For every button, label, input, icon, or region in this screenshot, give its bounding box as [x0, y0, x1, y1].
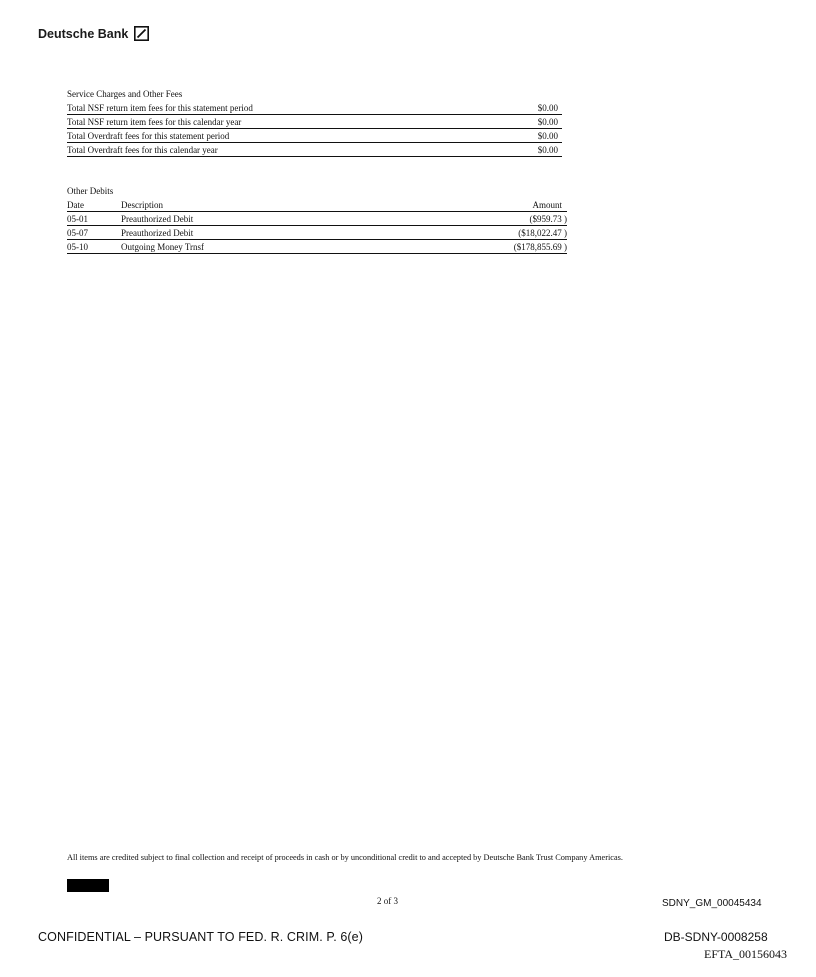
brand-header: [38, 26, 149, 41]
debit-row: [67, 213, 567, 226]
debit-description: Outgoing Money Trnsf: [121, 242, 205, 252]
fee-row: [67, 116, 562, 129]
collection-disclaimer: All items are credited subject to final collection and receipt of proceeds in cash or by unconditional credit to and accepted by Deutsche Bank Trust Company Americas.: [67, 853, 623, 862]
fee-label: Total NSF return item fees for this calendar year: [67, 117, 242, 127]
debit-description: Preauthorized Debit: [121, 214, 194, 224]
service-charges-section: [67, 88, 562, 157]
fee-row: [67, 102, 562, 115]
efta-number: EFTA_00156043: [704, 947, 788, 961]
brand-name: Deutsche Bank: [38, 26, 129, 41]
debit-row: [67, 241, 567, 254]
fee-label: Total NSF return item fees for this statement period: [67, 103, 253, 113]
fee-amount: $0.00: [537, 131, 558, 141]
fee-amount: $0.00: [537, 103, 558, 113]
column-header-description: Description: [121, 200, 163, 210]
other-debits-title: Other Debits: [67, 186, 114, 196]
fee-row: [67, 144, 562, 157]
debit-amount: ($959.73 ): [529, 214, 567, 224]
debit-date: 05-10: [67, 242, 88, 252]
fee-amount: $0.00: [537, 117, 558, 127]
service-charges-title: Service Charges and Other Fees: [67, 89, 183, 99]
debits-header-row: [67, 199, 567, 212]
fee-amount: $0.00: [537, 145, 558, 155]
fee-label: Total Overdraft fees for this statement period: [67, 131, 230, 141]
confidentiality-notice: CONFIDENTIAL – PURSUANT TO FED. R. CRIM. P. 6(e): [38, 930, 363, 944]
column-header-date: Date: [67, 200, 84, 210]
debit-amount: ($18,022.47 ): [518, 228, 567, 238]
other-debits-section: [67, 185, 567, 254]
page-number: 2 of 3: [377, 896, 398, 906]
column-header-amount: Amount: [532, 200, 562, 210]
debit-date: 05-01: [67, 214, 88, 224]
debit-date: 05-07: [67, 228, 88, 238]
bates-number-gm: SDNY_GM_00045434: [662, 898, 762, 909]
redaction-block: [67, 879, 109, 892]
fee-row: [67, 130, 562, 143]
deutsche-bank-logo-icon: [134, 26, 149, 41]
debit-row: [67, 227, 567, 240]
debit-amount: ($178,855.69 ): [513, 242, 567, 252]
debit-description: Preauthorized Debit: [121, 228, 194, 238]
bates-number-db: DB-SDNY-0008258: [664, 930, 768, 944]
fee-label: Total Overdraft fees for this calendar year: [67, 145, 218, 155]
